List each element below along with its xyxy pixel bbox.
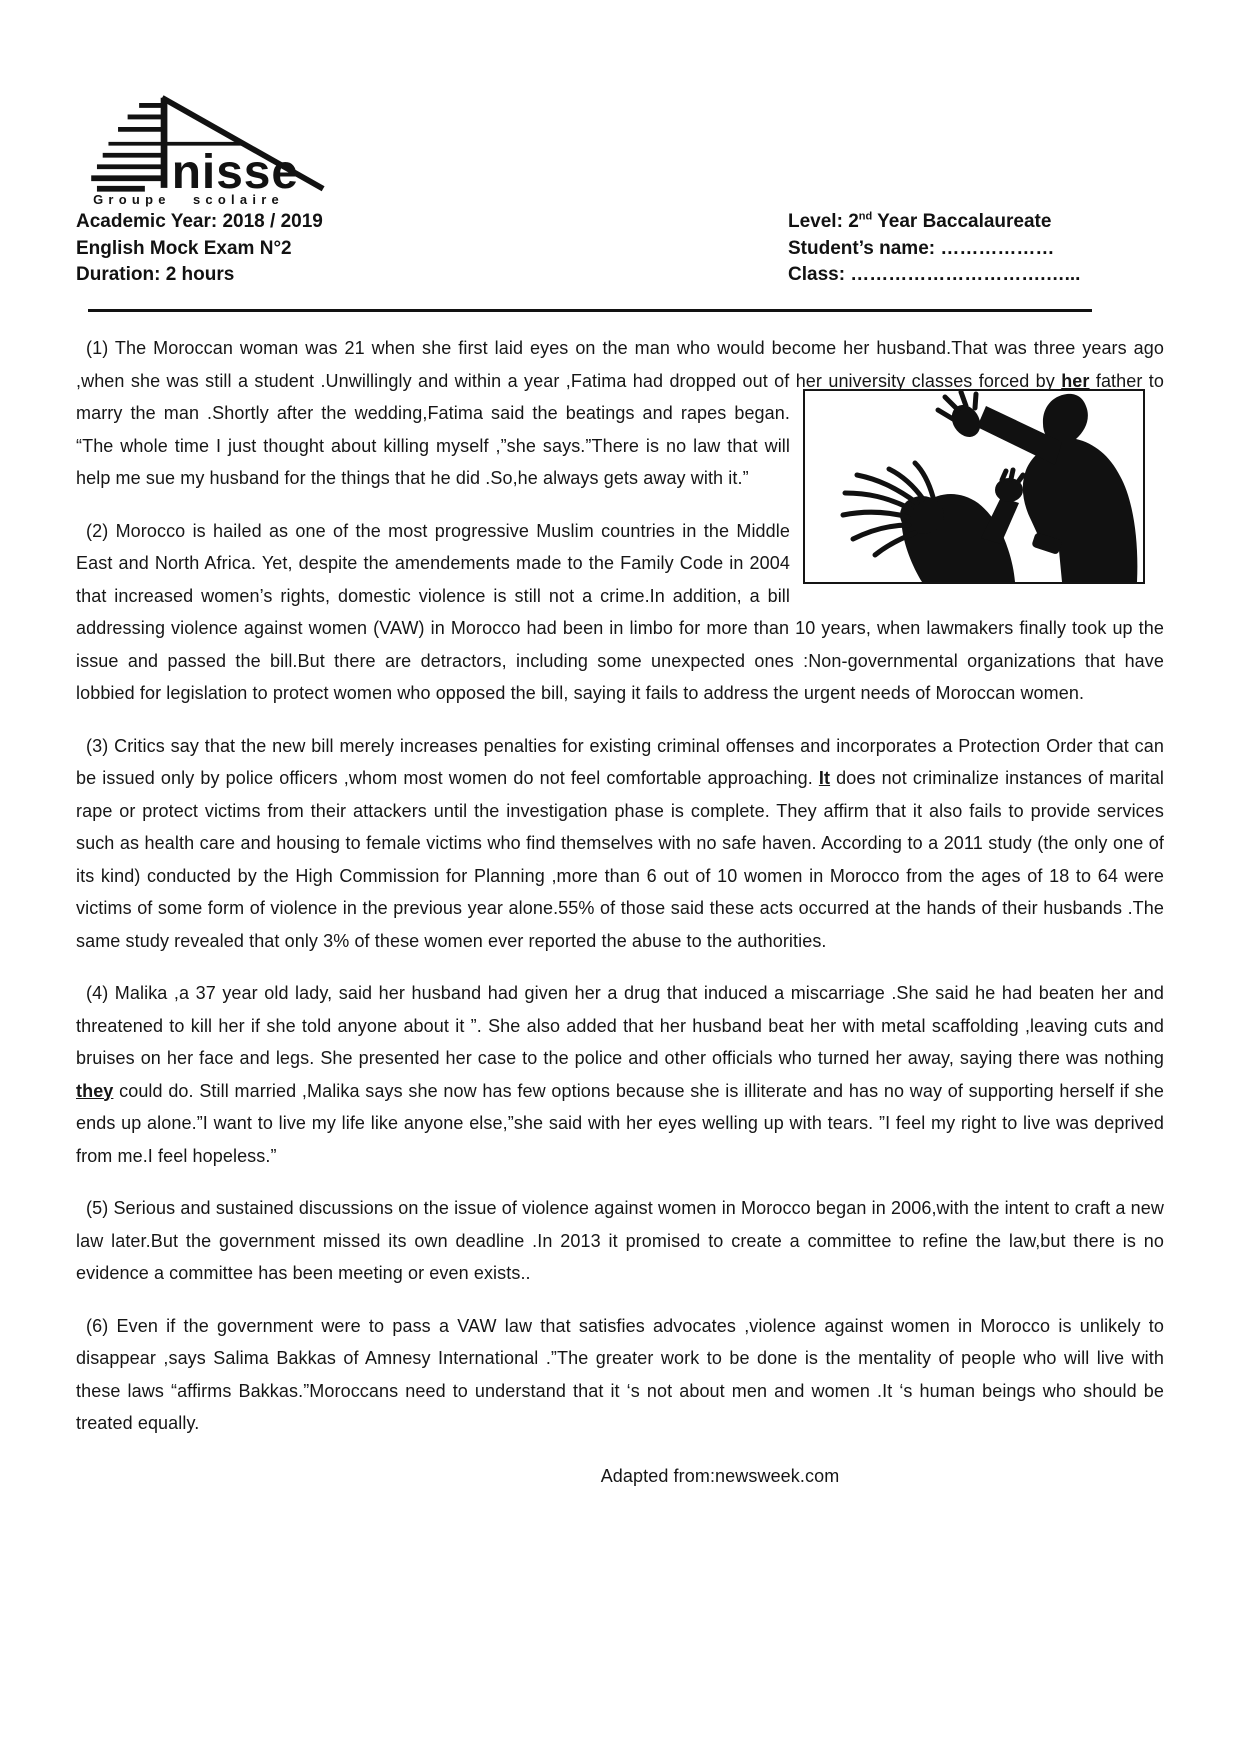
paragraph-3: (3) Critics say that the new bill merely increases penalties for existing criminal offenses and incorporates a Protection Order that can be issued only by police officers ,whom most women do not feel comfortable approaching. It does not criminalize instances of marital rape or protect victims from their attackers until the investigation phase is complete. They affirm that it also fails to provide services such as health care and housing to female victims who find themselves with no safe haven. According to a 2011 study (the only one of its kind) conducted by the High Commission for Planning ,more than 6 out of 10 women in Morocco from the ages of 18 to 64 were victims of some form of violence in the previous year alone.55% of those said these acts occurred at the hands of their husbands .The same study revealed that only 3% of these women ever reported the abuse to the authorities. [76, 735, 1164, 951]
exam-title-line: English Mock Exam N°2 [76, 237, 292, 259]
logo-word: nisse [171, 145, 300, 199]
duration-line: Duration: 2 hours [76, 264, 235, 285]
header-divider [88, 309, 1092, 312]
paragraph-2: (2) Morocco is hailed as one of the most progressive Muslim countries in the Middle East and North Africa. Yet, despite the amendements made to the Family Code in 2004 that increased women’s rights, domestic violence is still not a crime.In addition, a bill addressing violence against women (VAW) in Morocco had been in limbo for more than 10 years, when lawmakers finally took up the issue and passed the bill.But there are detractors, including some unexpected ones :Non-governmental organizations that have lobbied for legislation to protect women who opposed the bill, saying it fails to address the urgent needs of Moroccan women. [76, 520, 1164, 703]
reading-passage [76, 332, 1164, 1492]
paragraph-5: (5) Serious and sustained discussions on the issue of violence against women in Morocco began in 2006,with the intent to craft a new law later.But the government missed its own deadline .In 2013 it promised to create a committee to refine the law,but there is no evidence a committee has been meeting or even exists.. [76, 1198, 1164, 1283]
underlined-word-they: they [76, 1080, 114, 1101]
source-attribution: Adapted from:newsweek.com [600, 1465, 840, 1486]
level-line: Level: 2nd Year Baccalaureate [788, 210, 1052, 232]
paragraph-1: (1) The Moroccan woman was 21 when she first laid eyes on the man who would become her husband.That was three years ago ,when she was still a student .Unwillingly and within a year ,Fatima had dropped out of her university classes forced by her father to marry the man .Shortly after the wedding,Fatima said the beatings and rapes began. “The whole time I just thought about killing myself ,”she says.”There is no law that will help me sue my husband for the things that he did .So,he always gets away with it.” [76, 332, 1164, 495]
underlined-word-her: her [1061, 370, 1090, 391]
domestic-violence-silhouette-image [805, 391, 1143, 582]
underlined-word-it: It [818, 768, 831, 788]
school-logo [86, 92, 336, 207]
ordinal-suffix: nd [858, 210, 873, 223]
student-name-line: Student’s name: ……………… [788, 237, 1055, 259]
academic-year-line: Academic Year: 2018 / 2019 [76, 211, 323, 232]
paragraph-4: (4) Malika ,a 37 year old lady, said her husband had given her a drug that induced a miscarriage .She said he had beaten her and threatened to kill her if she told anyone about it ”. She also added that her husband beat her with metal scaffolding ,leaving cuts and bruises on her face and legs. She presented her case to the police and other officials who turned her away, saying there was nothing they could do. Still married ,Malika says she now has few options because she is illiterate and has no way of supporting herself if she ends up alone.”I want to live my life like anyone else,”she said with her eyes welling up with tears. ”I feel my right to live was deprived from me.I feel hopeless.” [76, 983, 1164, 1166]
exam-header [76, 209, 1164, 291]
domestic-violence-photo [803, 389, 1145, 584]
paragraph-6: (6) Even if the government were to pass a VAW law that satisfies advocates ,violence against women in Morocco is unlikely to disappear ,says Salima Bakkas of Amnesy International .”The greater work to be done is the mentality of people who will live with these laws “affirms Bakkas.”Moroccans need to understand that it ‘s not about men and women .It ‘s human beings who should be treated equally. [76, 1315, 1164, 1433]
header-right-block [788, 209, 1080, 289]
class-line: Class: ………………………….…... [788, 264, 1081, 285]
logo-subtitle: Groupe scolaire [93, 192, 284, 207]
